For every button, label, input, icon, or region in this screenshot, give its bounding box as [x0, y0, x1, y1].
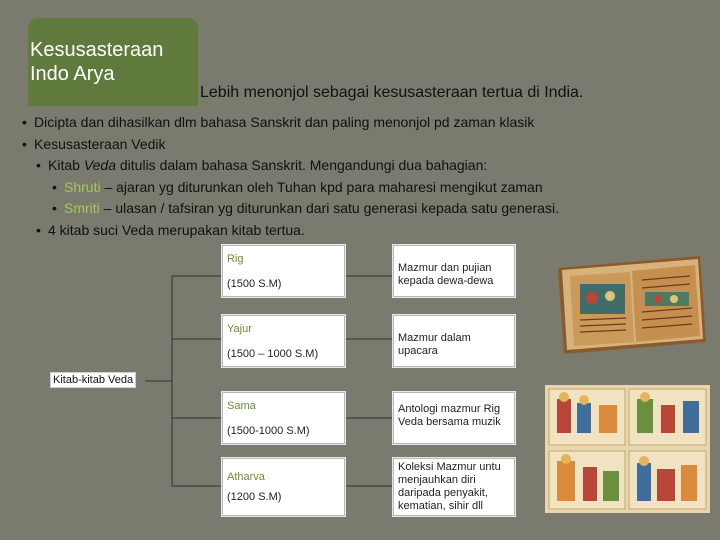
slide-subtitle: Lebih menonjol sebagai kesusasteraan tertua di India.: [200, 84, 584, 101]
bullet-item: • Shruti – ajaran yg diturunkan oleh Tuhan kpd para maharesi mengikut zaman: [52, 178, 543, 195]
veda-description: Mazmur dalam upacara: [398, 332, 471, 357]
veda-name: Rig: [227, 253, 244, 265]
veda-name: Sama: [227, 400, 256, 412]
bullet-item: • Kesusasteraan Vedik: [22, 135, 166, 152]
bullet-item: • Smriti – ulasan / tafsiran yg diturunkan dari satu generasi kepada satu generasi.: [52, 200, 559, 216]
veda-date: (1500 S.M): [227, 278, 282, 290]
veda-name: Atharva: [227, 471, 265, 483]
bullet-item: • Kitab Veda ditulis dalam bahasa Sanskrit. Mengandungi dua bahagian:: [36, 157, 488, 173]
title-line-1: Kesusasteraan: [30, 39, 164, 61]
veda-node-yajur: [222, 315, 345, 367]
veda-desc-atharva: [393, 458, 515, 516]
bullet-item: • Dicipta dan dihasilkan dlm bahasa Sanskrit dan paling menonjol pd zaman klasik: [22, 114, 535, 130]
veda-desc-rig: [393, 245, 515, 297]
veda-desc-yajur: [393, 315, 515, 367]
manuscript-illustration-image: [545, 385, 710, 513]
veda-description: Antologi mazmur Rig Veda bersama muzik: [398, 403, 501, 428]
veda-description: Koleksi Mazmur untu menjauhkan diri daripada penyakit, kematian, sihir dll: [398, 461, 501, 512]
veda-node-sama: [222, 392, 345, 444]
veda-desc-sama: [393, 392, 515, 444]
manuscript-image: [550, 250, 710, 360]
veda-date: (1500-1000 S.M): [227, 425, 310, 437]
veda-node-rig: [222, 245, 345, 297]
title-line-2: Indo Arya: [30, 63, 115, 85]
veda-node-atharva: [222, 458, 345, 516]
veda-date: (1200 S.M): [227, 491, 282, 503]
root-node: Kitab-kitab Veda: [50, 372, 136, 388]
veda-date: (1500 – 1000 S.M): [227, 348, 319, 360]
veda-name: Yajur: [227, 323, 252, 335]
bullet-item: • 4 kitab suci Veda merupakan kitab tertua.: [36, 221, 305, 238]
veda-description: Mazmur dan pujian kepada dewa-dewa: [398, 262, 494, 287]
